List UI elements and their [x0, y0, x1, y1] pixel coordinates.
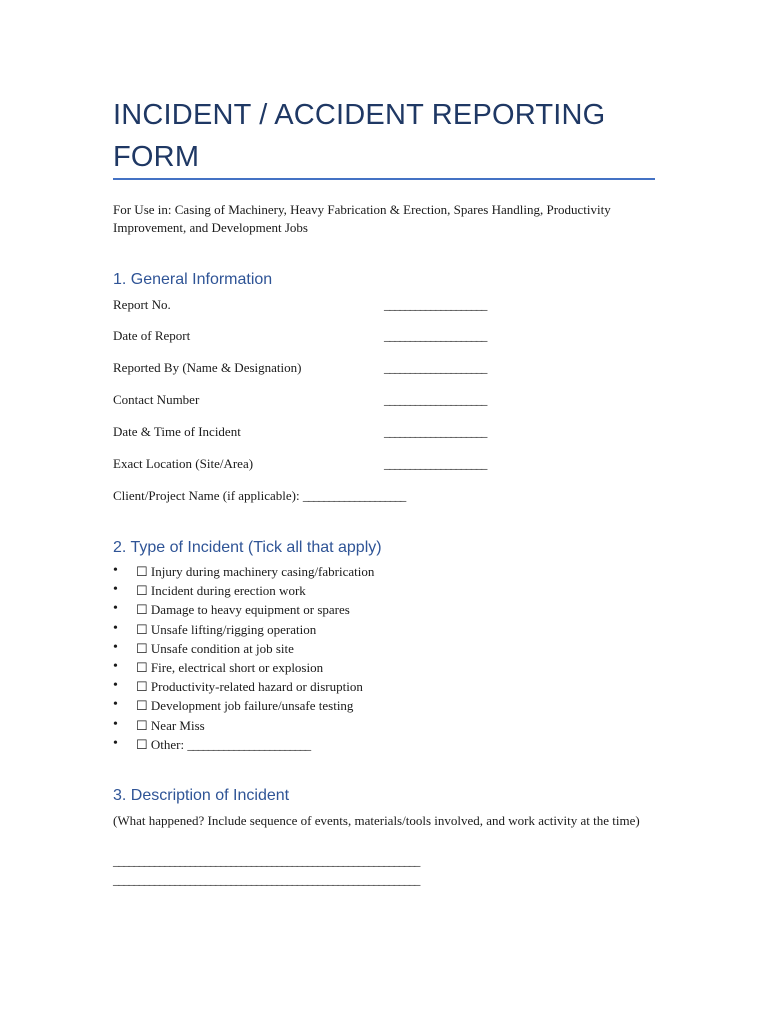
- reported-by-label: Reported By (Name & Designation): [113, 360, 302, 375]
- checkbox-option[interactable]: ☐ Near Miss: [136, 717, 205, 733]
- form-intro: For Use in: Casing of Machinery, Heavy Fabrication & Erection, Spares Handling, Productivity Improvement, and Development Jobs: [113, 202, 611, 235]
- form-title: INCIDENT / ACCIDENT REPORTING FORM: [113, 99, 606, 173]
- section-type-of-incident-heading: 2. Type of Incident (Tick all that apply): [113, 539, 382, 556]
- exact-location-label: Exact Location (Site/Area): [113, 456, 254, 471]
- bullet-icon: •: [113, 582, 118, 598]
- bullet-icon: •: [113, 658, 118, 674]
- client-project-row: [113, 488, 405, 504]
- date-of-report-label: Date of Report: [113, 328, 191, 343]
- contact-number-field[interactable]: ____________________: [384, 392, 487, 407]
- contact-number-label: Contact Number: [113, 392, 200, 407]
- date-of-report-field[interactable]: ____________________: [384, 328, 487, 343]
- other-label: ☐ Other:: [136, 736, 188, 752]
- reported-by-field[interactable]: ____________________: [384, 360, 487, 375]
- bullet-icon: •: [113, 716, 118, 732]
- checkbox-option-other[interactable]: [136, 736, 310, 754]
- section-general-information-heading: 1. General Information: [113, 271, 273, 288]
- bullet-icon: •: [113, 697, 118, 713]
- bullet-icon: •: [113, 620, 118, 636]
- report-no-label: Report No.: [113, 297, 171, 312]
- checkbox-option[interactable]: ☐ Damage to heavy equipment or spares: [136, 602, 350, 618]
- bullet-icon: •: [113, 639, 118, 655]
- report-no-field[interactable]: ____________________: [384, 297, 487, 312]
- client-project-field[interactable]: ____________________: [302, 488, 405, 503]
- description-instructions: (What happened? Include sequence of events, materials/tools involved, and work activity at the time): [113, 813, 640, 828]
- exact-location-field[interactable]: ____________________: [384, 456, 487, 471]
- checkbox-option[interactable]: ☐ Fire, electrical short or explosion: [136, 659, 324, 675]
- other-field[interactable]: ________________________: [187, 736, 310, 752]
- bullet-icon: •: [113, 735, 118, 751]
- checkbox-option[interactable]: ☐ Unsafe condition at job site: [136, 640, 294, 656]
- checkbox-option[interactable]: ☐ Productivity-related hazard or disruption: [136, 679, 363, 695]
- checkbox-option[interactable]: ☐ Development job failure/unsafe testing: [136, 698, 354, 714]
- checkbox-option[interactable]: ☐ Injury during machinery casing/fabrication: [136, 564, 375, 579]
- bullet-icon: •: [113, 601, 118, 617]
- checkbox-option[interactable]: ☐ Incident during erection work: [136, 583, 306, 599]
- client-project-label: Client/Project Name (if applicable):: [113, 488, 303, 503]
- description-line-1[interactable]: ____________________________________________________________: [113, 853, 420, 868]
- bullet-icon: •: [113, 678, 118, 694]
- checkbox-option[interactable]: ☐ Unsafe lifting/rigging operation: [136, 621, 317, 637]
- incident-datetime-label: Date & Time of Incident: [113, 424, 241, 439]
- bullet-icon: •: [113, 563, 118, 578]
- section-description-heading: 3. Description of Incident: [113, 787, 290, 804]
- title-divider: [113, 178, 655, 180]
- description-line-2[interactable]: ____________________________________________________________: [113, 872, 420, 887]
- incident-datetime-field[interactable]: ____________________: [384, 424, 487, 439]
